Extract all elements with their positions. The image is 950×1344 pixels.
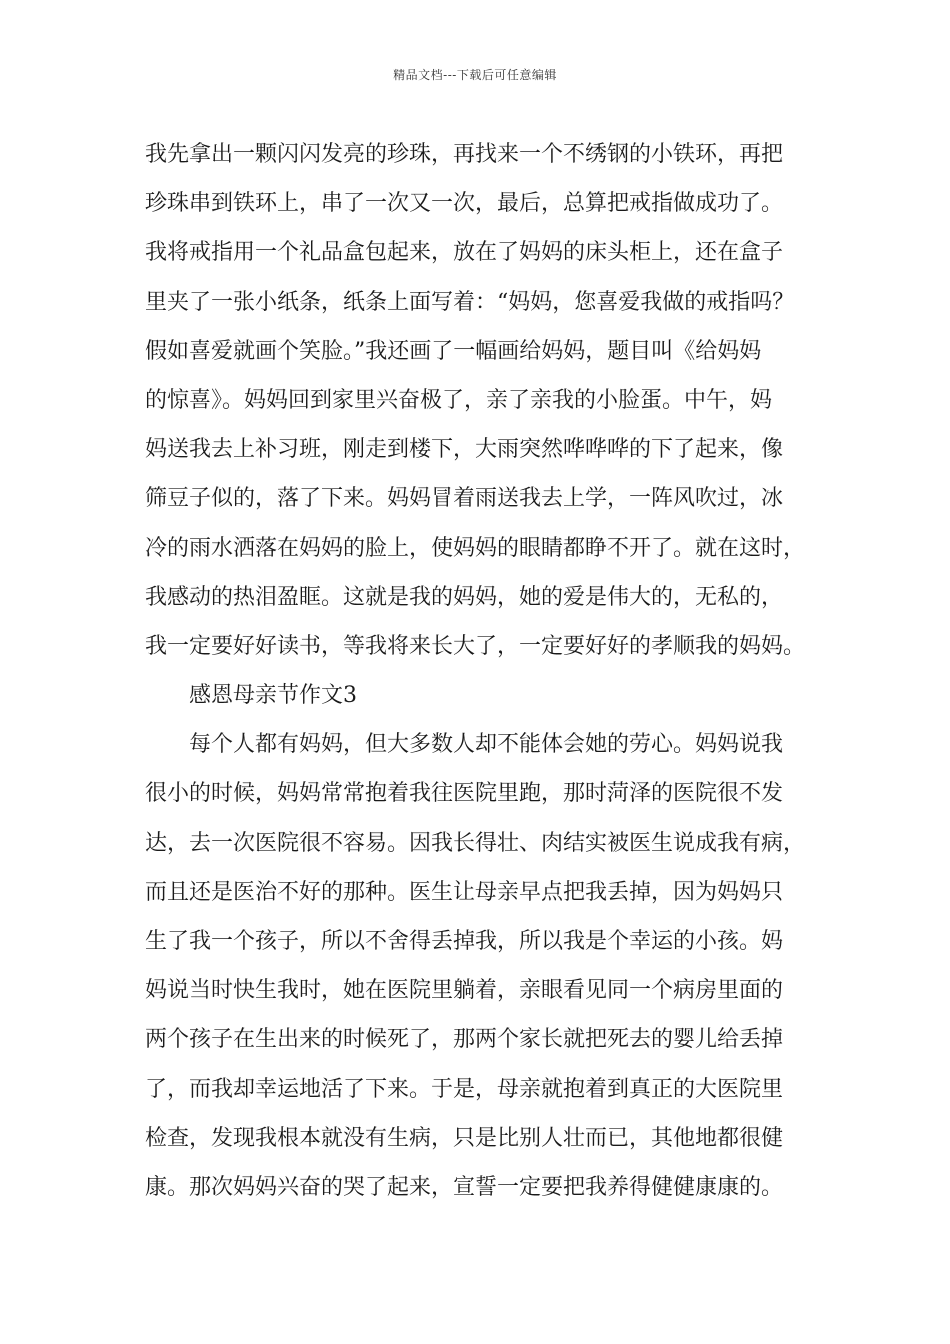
text-line: 里夹了一张小纸条，纸条上面写着：“妈妈，您喜爱我做的戒指吗？: [145, 289, 795, 315]
text-line: 我感动的热泪盈眶。这就是我的妈妈，她的爱是伟大的，无私的，: [145, 584, 784, 610]
text-line: 假如喜爱就画个笑脸。”我还画了一幅画给妈妈，题目叫《给妈妈: [145, 338, 762, 364]
text-line: 我先拿出一颗闪闪发亮的珍珠，再找来一个不绣钢的小铁环，再把: [145, 142, 784, 167]
section-heading: 感恩母亲节作文3: [189, 683, 357, 709]
document-body: [145, 130, 825, 1212]
text-line: 检查，发现我根本就没有生病，只是比别人壮而已，其他地都很健: [145, 1125, 784, 1151]
text-line: 我一定要好好读书，等我将来长大了，一定要好好的孝顺我的妈妈。: [145, 633, 806, 659]
text-line: 我将戒指用一个礼品盒包起来，放在了妈妈的床头柜上，还在盒子: [145, 240, 784, 266]
text-line: 两个孩子在生出来的时候死了，那两个家长就把死去的婴儿给丢掉: [145, 1027, 784, 1053]
text-line: 珍珠串到铁环上，串了一次又一次，最后，总算把戒指做成功了。: [145, 191, 784, 217]
text-line: 妈说当时快生我时，她在医院里躺着，亲眼看见同一个病房里面的: [145, 978, 784, 1004]
text-line: 生了我一个孩子，所以不舍得丢掉我，所以我是个幸运的小孩。妈: [145, 929, 784, 954]
text-line: 筛豆子似的，落了下来。妈妈冒着雨送我去上学，一阵风吹过，冰: [145, 486, 784, 512]
page-header: 精品文档---下载后可任意编辑: [393, 68, 557, 82]
text-line: 妈送我去上补习班，刚走到楼下，大雨突然哗哗哗的下了起来，像: [145, 437, 784, 463]
text-line: 每个人都有妈妈，但大多数人却不能体会她的劳心。妈妈说我: [189, 732, 784, 758]
text-line: 冷的雨水洒落在妈妈的脸上，使妈妈的眼睛都睁不开了。就在这时，: [145, 535, 806, 561]
text-line: 康。那次妈妈兴奋的哭了起来，宣誓一定要把我养得健健康康的。: [145, 1174, 784, 1200]
text-line: 了，而我却幸运地活了下来。于是，母亲就抱着到真正的大医院里: [145, 1076, 784, 1102]
text-line: 很小的时候，妈妈常常抱着我往医院里跑，那时菏泽的医院很不发: [145, 781, 784, 807]
text-line: 达，去一次医院很不容易。因我长得壮、肉结实被医生说成我有病，: [145, 830, 806, 856]
text-line: 而且还是医治不好的那种。医生让母亲早点把我丢掉，因为妈妈只: [145, 879, 784, 905]
text-line: 的惊喜》。妈妈回到家里兴奋极了，亲了亲我的小脸蛋。中午，妈: [145, 387, 773, 413]
